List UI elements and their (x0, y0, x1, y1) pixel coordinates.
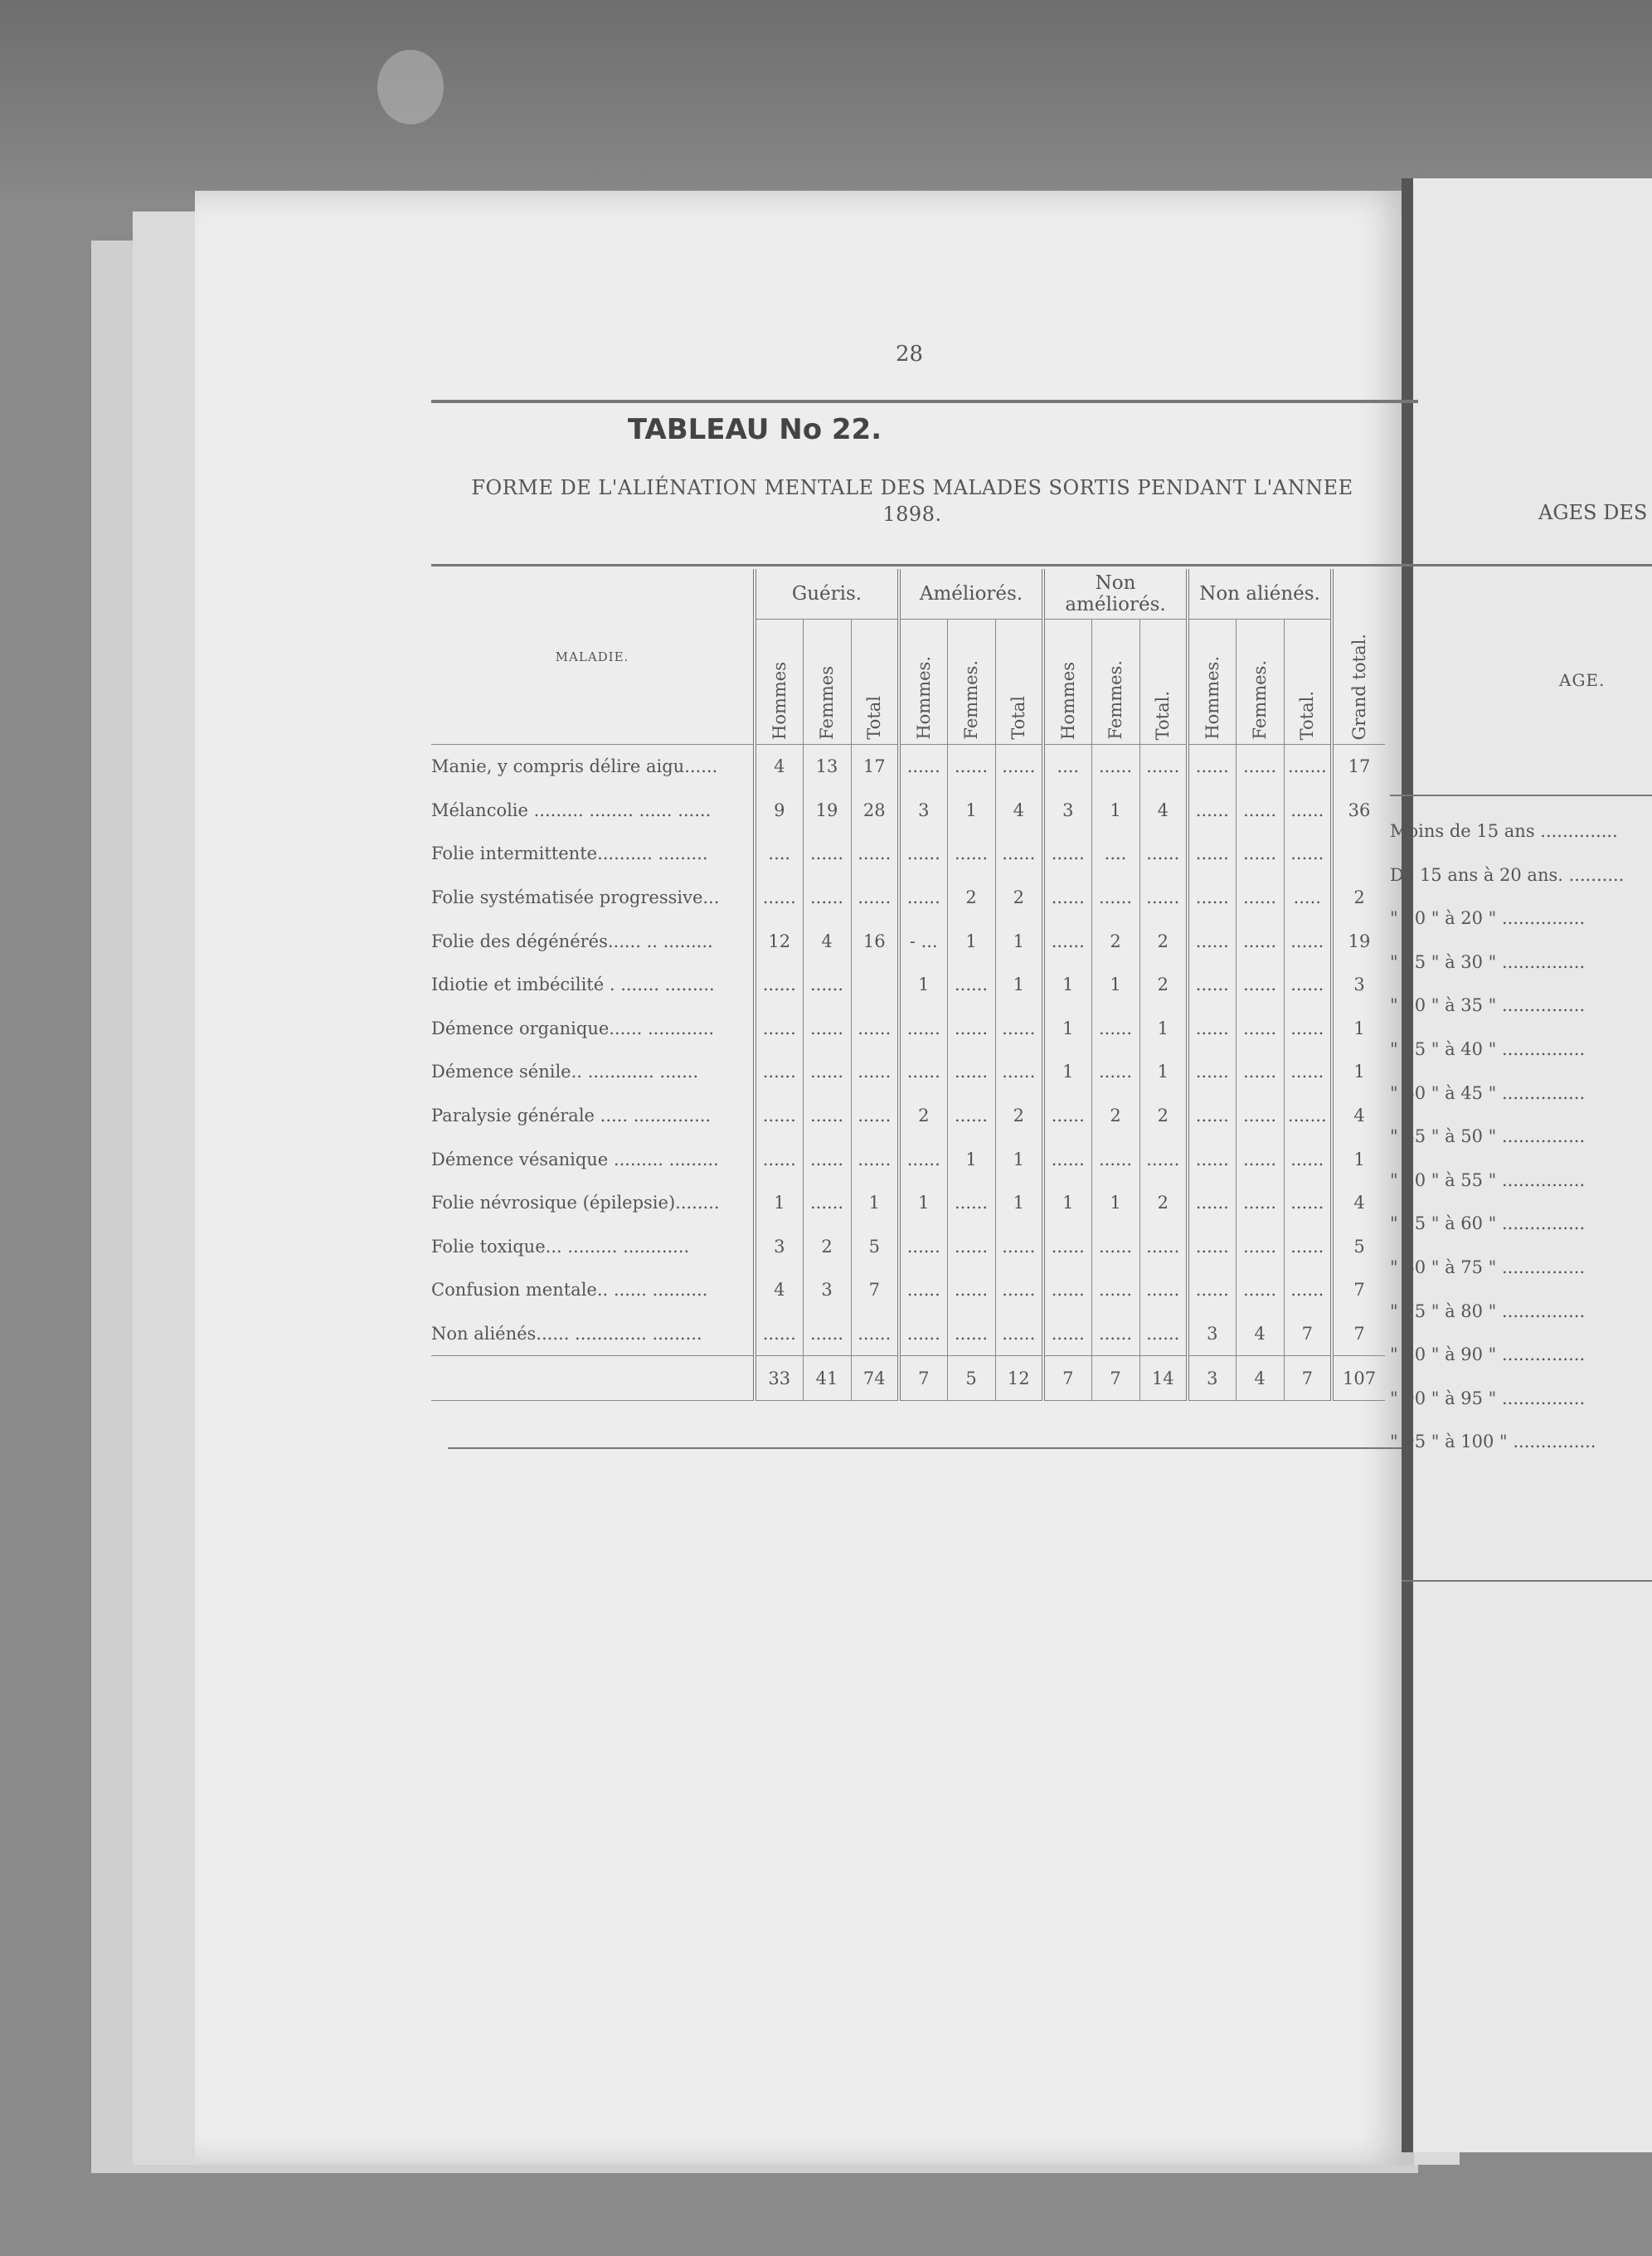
row-label: Confusion mentale.. ...... .......... (431, 1280, 708, 1301)
table-cell: 7 (851, 1268, 899, 1312)
grand-total-cell (1332, 832, 1385, 876)
grand-total-cell: 4 (1332, 1094, 1385, 1138)
table-cell: 4 (1236, 1312, 1284, 1356)
table-cell: ...... (1236, 919, 1284, 963)
table-cell: ...... (1091, 1137, 1139, 1181)
table-cell: ...... (1043, 1312, 1091, 1356)
table-cell: 19 (803, 789, 851, 833)
subcolumn-header-text: Femmes. (1105, 660, 1126, 740)
table-cell: ...... (1236, 1181, 1284, 1225)
table-cell: ...... (755, 1094, 803, 1138)
table-cell (851, 963, 899, 1007)
subcolumn-header-text: Femmes. (1250, 660, 1271, 740)
table-cell: ...... (1284, 1050, 1332, 1094)
table-cell: 12 (755, 919, 803, 963)
age-header-rule (1390, 795, 1652, 796)
table-cell: ...... (1284, 832, 1332, 876)
table-cell: 2 (1139, 919, 1188, 963)
table-cell: 3 (803, 1268, 851, 1312)
table-cell: 2 (947, 876, 995, 920)
table-row (431, 1007, 1385, 1051)
table-cell: 3 (1188, 1312, 1236, 1356)
scanner-background (0, 0, 1652, 199)
table-cell: 3 (899, 789, 947, 833)
table-cell: 1 (995, 963, 1043, 1007)
table-cell: ...... (947, 1050, 995, 1094)
age-row: Moins de 15 ans .............. (1390, 821, 1618, 841)
table-cell: ...... (1188, 1007, 1236, 1051)
total-cell: 41 (803, 1356, 851, 1401)
table-cell: ...... (1188, 1268, 1236, 1312)
table-cell: 2 (1139, 1094, 1188, 1138)
subcolumn-header (1236, 620, 1284, 745)
table-cell: ...... (899, 1050, 947, 1094)
total-cell: 33 (755, 1356, 803, 1401)
subcolumn-header (1188, 620, 1236, 745)
age-row: De 15 ans à 20 ans. .......... (1390, 864, 1625, 885)
table-cell: ...... (947, 1181, 995, 1225)
subcolumn-header-text: Femmes (817, 666, 837, 740)
table-cell: ...... (803, 1137, 851, 1181)
table-cell: ...... (803, 876, 851, 920)
grand-total-value: 107 (1332, 1356, 1385, 1401)
table-cell: ...... (851, 1137, 899, 1181)
grand-total-cell: 17 (1332, 745, 1385, 789)
table-cell: ...... (803, 1312, 851, 1356)
table-cell: ...... (899, 1268, 947, 1312)
row-label: Folie systématisée progressive... (431, 887, 720, 908)
table-cell: 1 (1091, 963, 1139, 1007)
row-label: Mélancolie ......... ........ ...... ...... (431, 800, 712, 820)
table-cell: ...... (1284, 1225, 1332, 1269)
paper-blemish (377, 50, 444, 124)
table-cell: ...... (995, 1312, 1043, 1356)
table-cell: ...... (1236, 1050, 1284, 1094)
table-cell: ...... (899, 876, 947, 920)
age-column-header: AGE. (1559, 670, 1606, 690)
row-label: Folie intermittente.......... ......... (431, 844, 708, 864)
table-cell: 1 (947, 919, 995, 963)
table-cell: ...... (1188, 789, 1236, 833)
subcolumn-header-text: Total. (1297, 690, 1318, 740)
table-cell: 1 (1043, 1181, 1091, 1225)
total-cell: 14 (1139, 1356, 1188, 1401)
table-cell: ...... (851, 876, 899, 920)
age-row: " 20 " à 20 " ............... (1390, 908, 1586, 929)
table-cell: 1 (995, 1137, 1043, 1181)
table-cell: ...... (1188, 1137, 1236, 1181)
table-cell: ...... (1188, 832, 1236, 876)
right-page-subtitle: AGES DES (1538, 501, 1648, 524)
table-cell: ....... (1284, 1094, 1332, 1138)
group-header: Améliorés. (899, 569, 1043, 620)
subcolumn-header (803, 620, 851, 745)
table-cell: ...... (947, 1268, 995, 1312)
table-cell: ...... (947, 1225, 995, 1269)
subcolumn-header-text: Hommes (1057, 662, 1078, 740)
age-row: " 60 " à 75 " ............... (1390, 1257, 1586, 1277)
table-cell: ...... (995, 1268, 1043, 1312)
table-cell: 3 (755, 1225, 803, 1269)
group-header: Non améliorés. (1043, 569, 1188, 620)
table-cell: ...... (1139, 1268, 1188, 1312)
grand-total-cell: 5 (1332, 1225, 1385, 1269)
subcolumn-header (995, 620, 1043, 745)
table-cell: ...... (995, 1007, 1043, 1051)
table-cell: 4 (1139, 789, 1188, 833)
table-cell: ...... (899, 745, 947, 789)
table-cell: 3 (1043, 789, 1091, 833)
table-row (431, 1268, 1385, 1312)
table-cell: ...... (899, 1007, 947, 1051)
table-cell: ...... (1236, 1225, 1284, 1269)
subcolumn-header (947, 620, 995, 745)
table-cell: ...... (851, 1094, 899, 1138)
table-cell: 1 (1043, 1007, 1091, 1051)
total-cell: 3 (1188, 1356, 1236, 1401)
table-cell: ...... (1284, 789, 1332, 833)
table-cell: ...... (1236, 832, 1284, 876)
table-cell: ...... (1091, 1007, 1139, 1051)
group-header: Non aliénés. (1188, 569, 1332, 620)
age-list (1390, 821, 1652, 1476)
table-cell: ...... (1284, 1007, 1332, 1051)
table-cell: ...... (1188, 1181, 1236, 1225)
table-cell: ...... (803, 963, 851, 1007)
table-row (431, 876, 1385, 920)
table-cell: ...... (1043, 832, 1091, 876)
table-cell: 1 (995, 919, 1043, 963)
table-cell: ...... (947, 745, 995, 789)
table-cell: ...... (1188, 919, 1236, 963)
subcolumn-header (755, 620, 803, 745)
table-cell: ...... (803, 832, 851, 876)
subcolumn-header (1091, 620, 1139, 745)
page-number: 28 (896, 342, 924, 367)
table-row (431, 1050, 1385, 1094)
table-cell: ...... (1091, 1312, 1139, 1356)
table-cell: ..... (1284, 876, 1332, 920)
table-cell: ...... (755, 963, 803, 1007)
table-cell: 16 (851, 919, 899, 963)
table-cell: ...... (755, 1137, 803, 1181)
table-cell: 1 (755, 1181, 803, 1225)
grand-total-cell: 3 (1332, 963, 1385, 1007)
subcolumn-header-text: Total. (1153, 690, 1173, 740)
table-cell: .... (755, 832, 803, 876)
table-cell: 2 (1091, 919, 1139, 963)
table-cell: ...... (899, 1312, 947, 1356)
row-header: MALADIE. (431, 569, 755, 745)
table-cell: ...... (1188, 1094, 1236, 1138)
data-table (431, 569, 1385, 1401)
table-cell: 4 (803, 919, 851, 963)
table-cell: 28 (851, 789, 899, 833)
age-row: " 55 " à 60 " ............... (1390, 1213, 1586, 1234)
subcolumn-header (1043, 620, 1091, 745)
table-cell: ...... (803, 1050, 851, 1094)
table-cell: 2 (995, 1094, 1043, 1138)
table-cell: ...... (899, 1137, 947, 1181)
table-cell: 13 (803, 745, 851, 789)
table-cell: ...... (1091, 745, 1139, 789)
total-cell: 5 (947, 1356, 995, 1401)
table-cell: ...... (1236, 1007, 1284, 1051)
grand-total-cell: 1 (1332, 1050, 1385, 1094)
table-cell: 7 (1284, 1312, 1332, 1356)
table-cell: - ... (899, 919, 947, 963)
table-cell: ...... (899, 1225, 947, 1269)
grand-total-cell: 36 (1332, 789, 1385, 833)
total-cell: 7 (1284, 1356, 1332, 1401)
bottom-rule (448, 1447, 1402, 1449)
table-cell: ...... (899, 832, 947, 876)
table-cell: ...... (851, 1312, 899, 1356)
table-cell: 5 (851, 1225, 899, 1269)
table-row (431, 745, 1385, 789)
grand-total-cell: 1 (1332, 1137, 1385, 1181)
total-cell: 7 (899, 1356, 947, 1401)
row-label: Manie, y compris délire aigu...... (431, 756, 718, 777)
table-row (431, 1094, 1385, 1138)
age-row: " 30 " à 35 " ............... (1390, 995, 1586, 1016)
table-cell: ...... (1188, 745, 1236, 789)
subcolumn-header (1139, 620, 1188, 745)
table-cell: ...... (1043, 1094, 1091, 1138)
table-cell: 1 (1139, 1007, 1188, 1051)
table-cell: ...... (1188, 876, 1236, 920)
subcolumn-header (851, 620, 899, 745)
row-label: Folie névrosique (épilepsie)........ (431, 1193, 720, 1213)
table-cell: 2 (995, 876, 1043, 920)
table-cell: ...... (755, 876, 803, 920)
table-cell: 1 (1043, 1050, 1091, 1094)
table-cell: ...... (755, 1050, 803, 1094)
age-row: " 95 " à 100 " ............... (1390, 1432, 1596, 1452)
group-header: Guéris. (755, 569, 899, 620)
row-label: Démence vésanique ......... ......... (431, 1149, 719, 1169)
row-label: Idiotie et imbécilité . ....... ......... (431, 975, 715, 995)
total-cell: 7 (1043, 1356, 1091, 1401)
table-cell: ...... (1043, 919, 1091, 963)
table-cell: ...... (947, 1094, 995, 1138)
table-cell: ...... (947, 1312, 995, 1356)
subcolumn-header (899, 620, 947, 745)
table-row (431, 1137, 1385, 1181)
table-title: TABLEAU No 22. (627, 413, 882, 446)
header-rule (431, 564, 1652, 566)
table-cell: .... (1091, 832, 1139, 876)
subcolumn-header-text: Hommes. (913, 656, 934, 740)
table-cell: ...... (947, 1007, 995, 1051)
table-cell: ...... (1139, 1225, 1188, 1269)
table-cell: 1 (1139, 1050, 1188, 1094)
grand-total-cell: 4 (1332, 1181, 1385, 1225)
table-cell: ...... (1043, 1225, 1091, 1269)
table-cell: 2 (899, 1094, 947, 1138)
table-cell: ...... (1091, 1050, 1139, 1094)
row-label: Démence organique...... ............ (431, 1018, 715, 1038)
grand-total-cell: 2 (1332, 876, 1385, 920)
table-cell: ...... (1139, 876, 1188, 920)
table-cell: ...... (947, 832, 995, 876)
table-cell: 2 (1139, 1181, 1188, 1225)
table-cell: ...... (947, 963, 995, 1007)
row-label: Folie des dégénérés...... .. ......... (431, 931, 713, 951)
subcolumn-header-text: Femmes. (961, 660, 981, 740)
table-cell: 1 (899, 963, 947, 1007)
table-cell: ...... (1284, 1181, 1332, 1225)
table-cell: ...... (1091, 876, 1139, 920)
subcolumn-header-text: Total (864, 696, 885, 740)
table-cell: ...... (1236, 1268, 1284, 1312)
grand-total-cell: 7 (1332, 1268, 1385, 1312)
table-cell: ...... (1043, 1137, 1091, 1181)
table-row (431, 1312, 1385, 1356)
table-cell: ...... (995, 1225, 1043, 1269)
subcolumn-header-text: Hommes. (1202, 656, 1222, 740)
age-row: " 25 " à 30 " ............... (1390, 951, 1586, 972)
total-cell: 4 (1236, 1356, 1284, 1401)
total-cell: 74 (851, 1356, 899, 1401)
table-cell: 1 (1091, 1181, 1139, 1225)
age-row: " 50 " à 55 " ............... (1390, 1169, 1586, 1190)
table-cell: ...... (1188, 1225, 1236, 1269)
table-cell: ...... (1284, 1137, 1332, 1181)
table-cell: 2 (1091, 1094, 1139, 1138)
table-cell: 1 (947, 1137, 995, 1181)
table-cell: ...... (1284, 919, 1332, 963)
table-cell: ...... (1188, 1050, 1236, 1094)
grand-total-cell: 19 (1332, 919, 1385, 963)
table-cell: ...... (1139, 1137, 1188, 1181)
table-cell: ...... (851, 832, 899, 876)
age-row: " 40 " à 45 " ............... (1390, 1082, 1586, 1103)
row-label: Paralysie générale ..... .............. (431, 1106, 712, 1126)
table-row (431, 963, 1385, 1007)
table-cell: ...... (1139, 832, 1188, 876)
table-cell: ...... (1284, 963, 1332, 1007)
table-cell: ....... (1284, 745, 1332, 789)
table-cell: ...... (1236, 745, 1284, 789)
table-cell: ...... (755, 1007, 803, 1051)
totals-row (431, 1356, 1385, 1401)
table-row (431, 919, 1385, 963)
table-subtitle: FORME DE L'ALIÉNATION MENTALE DES MALADES SORTIS PENDANT L'ANNEE 1898. (471, 476, 1353, 526)
table-cell: 1 (851, 1181, 899, 1225)
subcolumn-header-text: Total (1008, 696, 1029, 740)
table-cell: 2 (1139, 963, 1188, 1007)
row-label: Démence sénile.. ............ ....... (431, 1062, 699, 1082)
table-cell: ...... (1139, 1312, 1188, 1356)
table-cell: ...... (1236, 1094, 1284, 1138)
grand-total-cell: 1 (1332, 1007, 1385, 1051)
table-cell: ...... (1236, 876, 1284, 920)
subcolumn-header (1284, 620, 1332, 745)
table-cell: .... (1043, 745, 1091, 789)
totals-label-blank (431, 1356, 755, 1401)
grand-total-header-text: Grand total. (1349, 633, 1370, 740)
table-cell: 2 (803, 1225, 851, 1269)
table-cell: ...... (1043, 1268, 1091, 1312)
total-cell: 7 (1091, 1356, 1139, 1401)
table-cell: 1 (947, 789, 995, 833)
table-cell: 1 (995, 1181, 1043, 1225)
age-row: " 75 " à 80 " ............... (1390, 1301, 1586, 1321)
table-row (431, 1181, 1385, 1225)
table-row (431, 789, 1385, 833)
table-cell: 17 (851, 745, 899, 789)
table-cell: ...... (803, 1181, 851, 1225)
table-cell: ...... (1284, 1268, 1332, 1312)
table-cell: ...... (1091, 1268, 1139, 1312)
table-cell: ...... (1091, 1225, 1139, 1269)
table-cell: ...... (755, 1312, 803, 1356)
subcolumn-header-text: Hommes (769, 662, 790, 740)
age-row: " 35 " à 40 " ............... (1390, 1038, 1586, 1059)
table-cell: 4 (995, 789, 1043, 833)
table-cell: ...... (851, 1050, 899, 1094)
table-cell: ...... (995, 832, 1043, 876)
age-bottom-rule (1402, 1580, 1652, 1582)
age-row: " 45 " à 50 " ............... (1390, 1126, 1586, 1147)
table-cell: ...... (995, 1050, 1043, 1094)
table-cell: ...... (1236, 789, 1284, 833)
age-row: " 80 " à 90 " ............... (1390, 1344, 1586, 1365)
table-row (431, 1225, 1385, 1269)
table-cell: 1 (1091, 789, 1139, 833)
table-cell: 1 (899, 1181, 947, 1225)
row-label: Folie toxique... ......... ............ (431, 1236, 690, 1257)
top-rule (431, 400, 1418, 403)
table-cell: 9 (755, 789, 803, 833)
grand-total-cell: 7 (1332, 1312, 1385, 1356)
table-cell: 4 (755, 745, 803, 789)
total-cell: 12 (995, 1356, 1043, 1401)
table-cell: ...... (1139, 745, 1188, 789)
table-cell: ...... (803, 1094, 851, 1138)
table-cell: 1 (1043, 963, 1091, 1007)
table-cell: ...... (995, 745, 1043, 789)
table-row (431, 832, 1385, 876)
age-row: " 90 " à 95 " ............... (1390, 1388, 1586, 1408)
grand-total-header (1332, 569, 1385, 745)
table-cell: ...... (1043, 876, 1091, 920)
row-label: Non aliénés...... ............. ......... (431, 1324, 702, 1344)
table-cell: ...... (1236, 963, 1284, 1007)
table-cell: ...... (851, 1007, 899, 1051)
table-cell: ...... (1188, 963, 1236, 1007)
table-cell: ...... (803, 1007, 851, 1051)
table-cell: 4 (755, 1268, 803, 1312)
table-cell: ...... (1236, 1137, 1284, 1181)
